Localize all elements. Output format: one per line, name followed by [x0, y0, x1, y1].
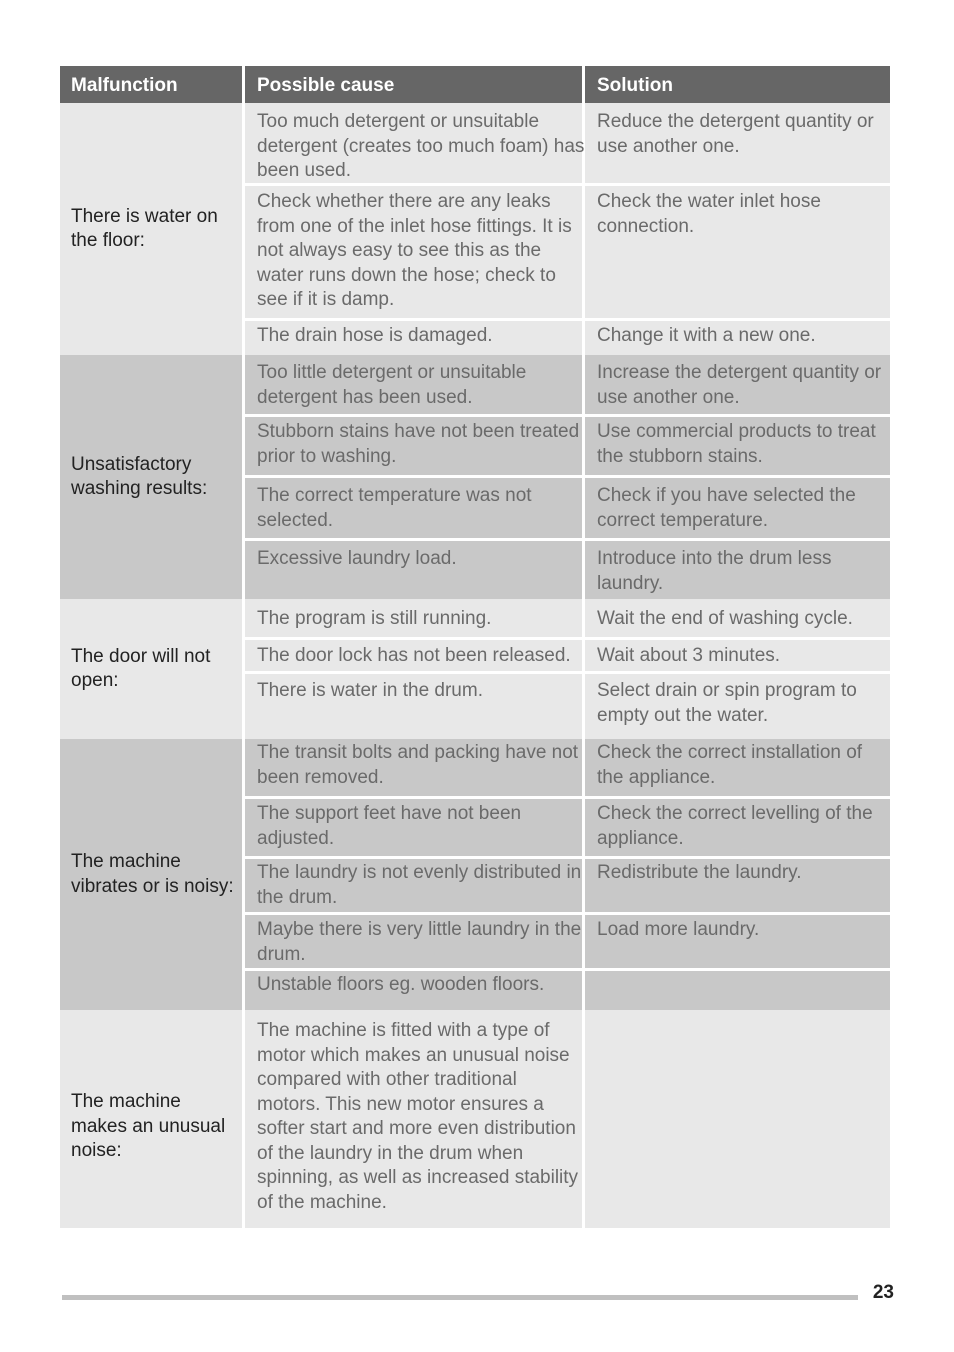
header-malfunction: Malfunction [60, 66, 242, 103]
solution-cell: Load more laundry. [597, 919, 760, 940]
header-solution: Solution [585, 66, 890, 103]
cause-cell: Too little detergent or unsuitable detergent has been used. [257, 362, 527, 408]
solution-cell: Check the correct installation of the appliance. [597, 742, 863, 788]
solution-cell: Check the correct levelling of the appliance. [597, 803, 873, 849]
header-possible-cause: Possible cause [245, 66, 582, 103]
group-unsatisfactory-washing [60, 355, 890, 599]
cause-cell: Stubborn stains have not been treated prior to washing. [257, 421, 580, 467]
cause-cell: Too much detergent or unsuitable detergent (creates too much foam) has been used. [257, 111, 585, 181]
malfunction-label: The door will not open: [71, 645, 211, 691]
solution-cell: Select drain or spin program to empty out the water. [597, 680, 857, 726]
cause-cell: Check whether there are any leaks from one of the inlet hose fittings. It is not always easy to see this as the water runs down the hose; check to see if it is damp. [257, 191, 572, 310]
group-machine-vibrates [60, 739, 890, 1010]
cause-cell: The door lock has not been released. [257, 645, 571, 666]
cause-cell: The program is still running. [257, 608, 492, 629]
cause-cell: There is water in the drum. [257, 680, 483, 701]
solution-cell: Wait the end of washing cycle. [597, 608, 853, 629]
malfunction-label: The machine vibrates or is noisy: [71, 851, 234, 897]
cause-cell: The transit bolts and packing have not been removed. [257, 742, 579, 788]
footer-rule [62, 1295, 858, 1300]
solution-cell: Redistribute the laundry. [597, 862, 802, 883]
cause-cell: The machine is fitted with a type of motor which makes an unusual noise compared with other traditional motors. This new motor ensures a softer start and more even distribution of the laundry in the drum when spinning, as well as increased stability of the machine. [257, 1020, 579, 1213]
cause-cell: Excessive laundry load. [257, 548, 457, 569]
cause-cell: The correct temperature was not selected. [257, 485, 532, 531]
malfunction-label: There is water on the floor: [71, 205, 218, 251]
solution-cell: Use commercial products to treat the stubborn stains. [597, 421, 876, 467]
page-number: 23 [872, 1282, 894, 1303]
group-unusual-noise [60, 1010, 890, 1228]
cause-cell: Maybe there is very little laundry in the drum. [257, 919, 582, 965]
solution-cell: Introduce into the drum less laundry. [597, 548, 832, 594]
cause-cell: The laundry is not evenly distributed in the drum. [257, 862, 582, 908]
solution-cell: Check the water inlet hose connection. [597, 191, 821, 237]
cause-cell: Unstable floors eg. wooden floors. [257, 974, 545, 995]
solution-cell: Check if you have selected the correct temperature. [597, 485, 856, 531]
solution-cell: Increase the detergent quantity or use another one. [597, 362, 882, 408]
cause-cell: The drain hose is damaged. [257, 325, 493, 346]
malfunction-label: Unsatisfactory washing results: [71, 453, 208, 499]
solution-cell: Change it with a new one. [597, 325, 816, 346]
solution-cell: Reduce the detergent quantity or use another one. [597, 111, 874, 157]
malfunction-label: The machine makes an unusual noise: [71, 1091, 226, 1162]
cause-cell: The support feet have not been adjusted. [257, 803, 522, 849]
solution-cell: Wait about 3 minutes. [597, 645, 781, 666]
group-water-on-floor [60, 103, 890, 355]
group-door-will-not-open [60, 599, 890, 739]
